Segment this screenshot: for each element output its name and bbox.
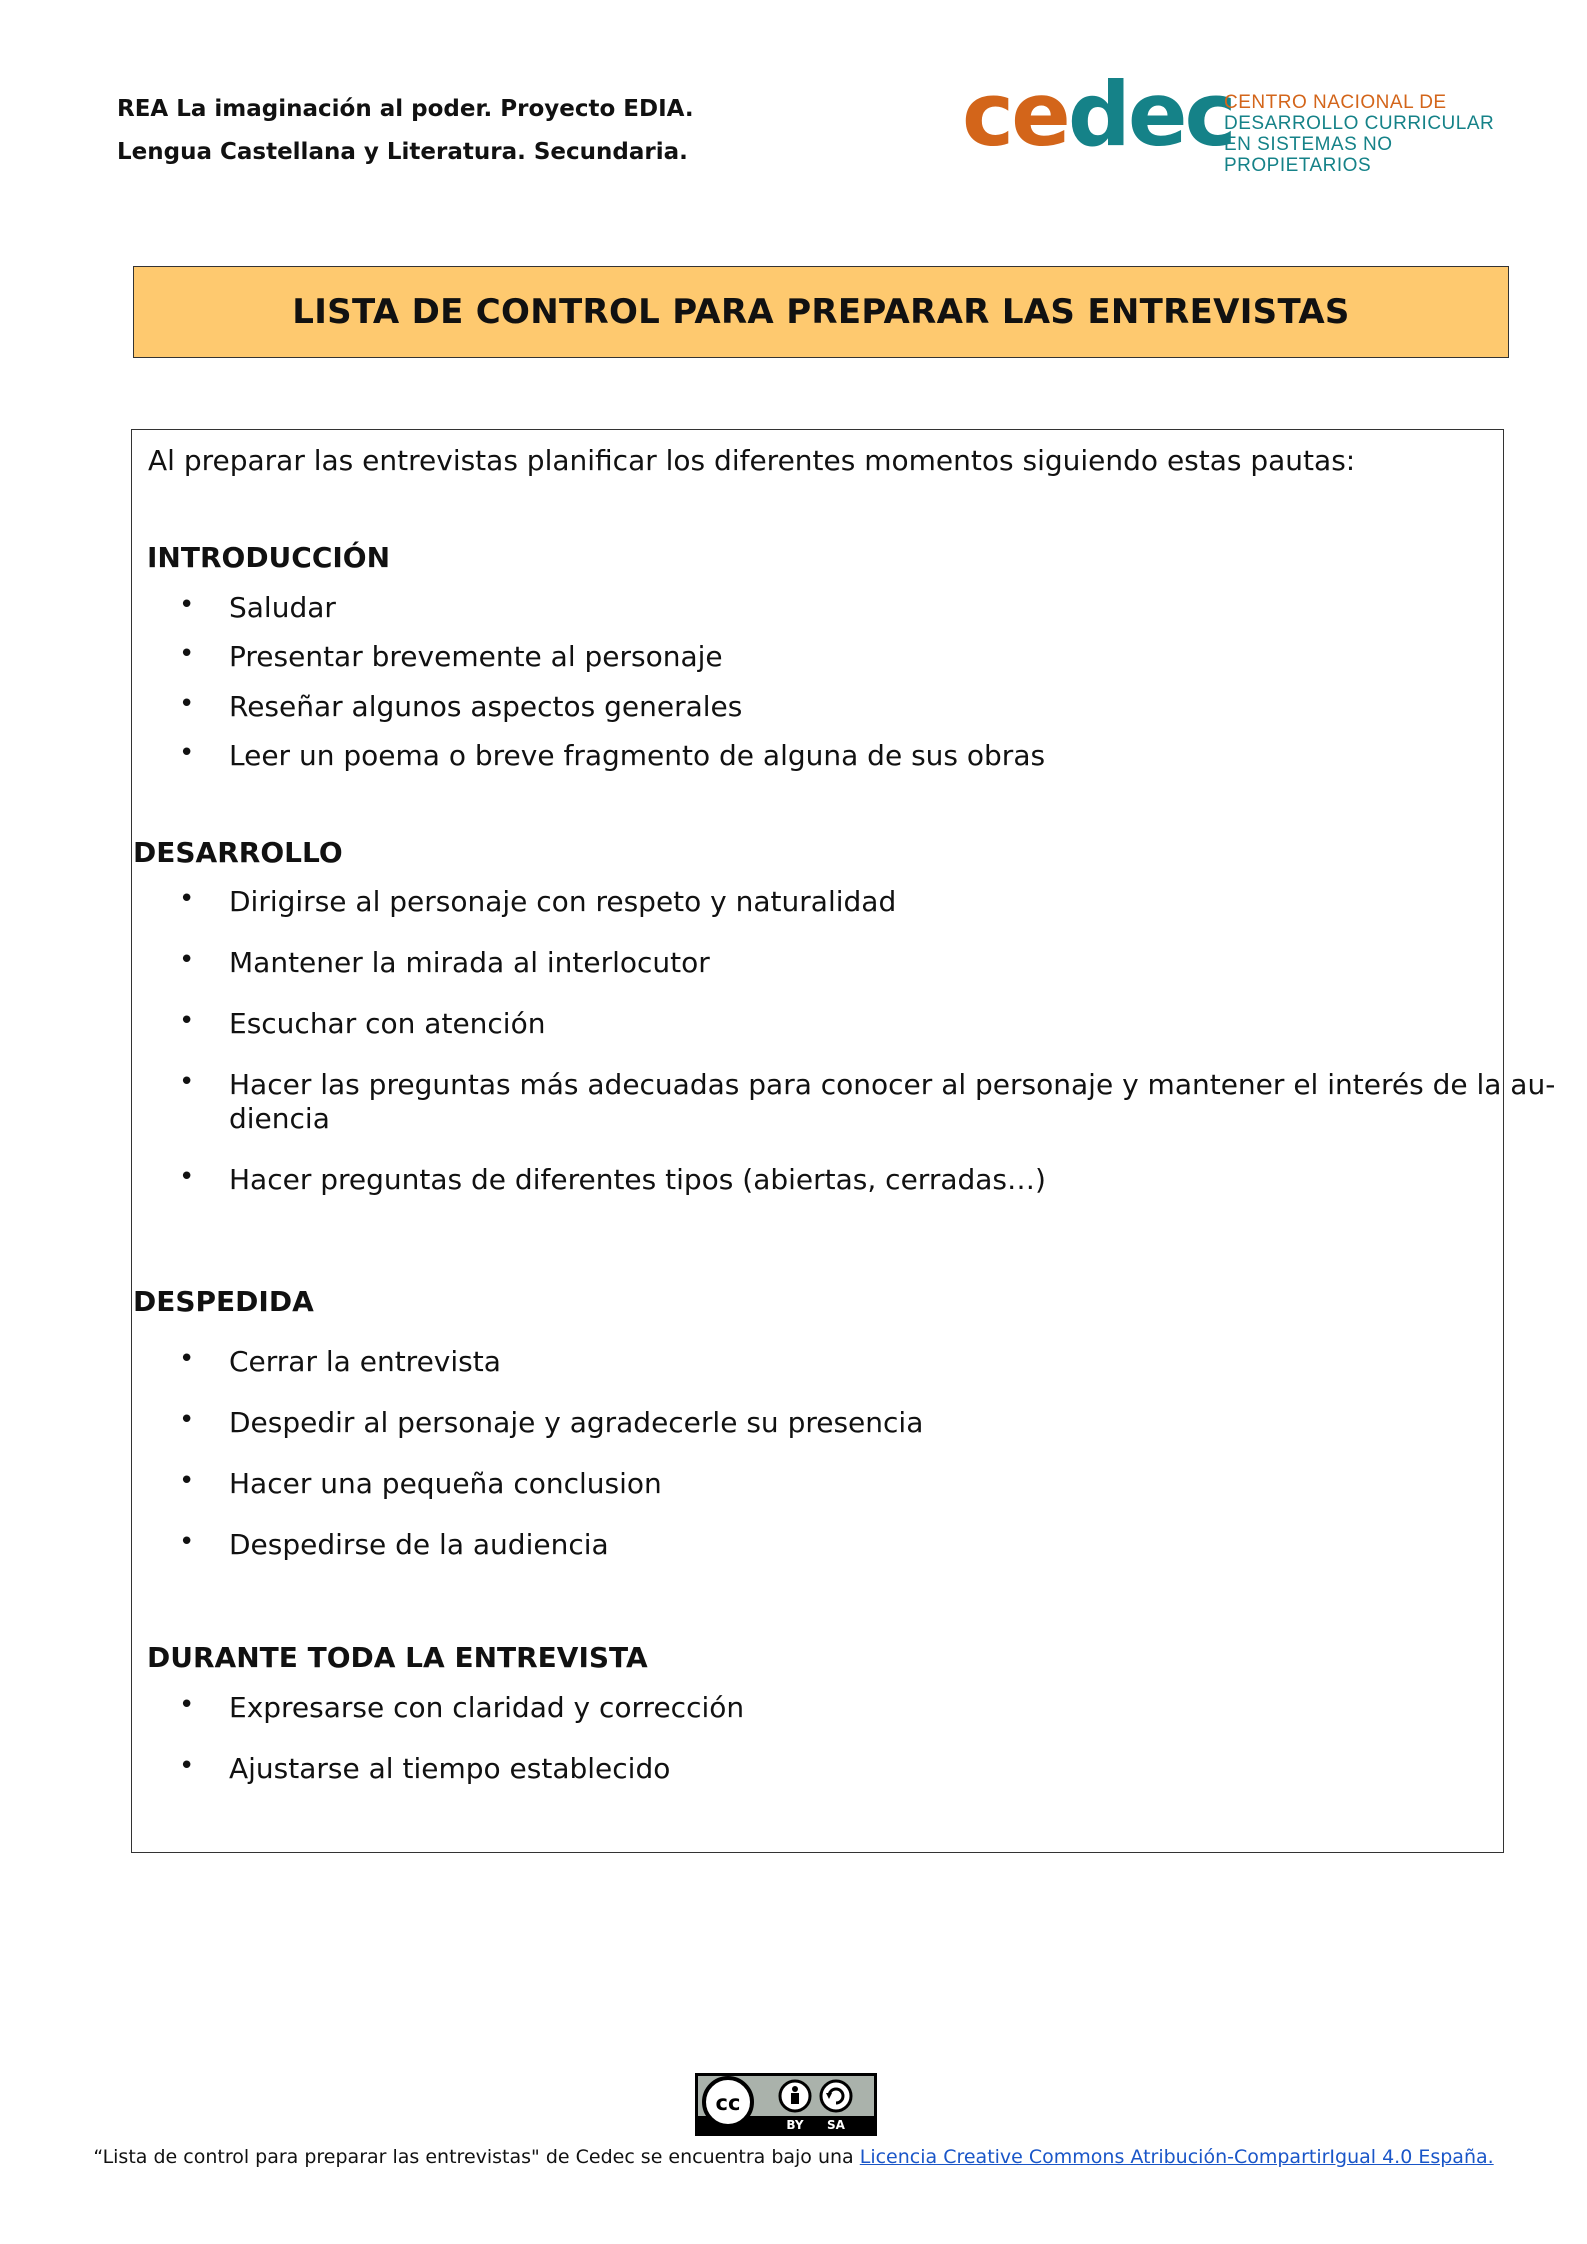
- license-link[interactable]: Licencia Creative Commons Atribución-CompartirIgual 4.0 España.: [859, 2146, 1494, 2168]
- title-banner: [133, 266, 1509, 358]
- list-item: Expresarse con claridad y corrección: [229, 1691, 745, 1724]
- bullet-icon: •: [179, 1527, 195, 1557]
- bullet-icon: •: [179, 689, 195, 719]
- list-item: Despedirse de la audiencia: [229, 1528, 609, 1561]
- section-heading-durante: DURANTE TODA LA ENTREVISTA: [147, 1641, 648, 1674]
- cedec-logo: [962, 63, 1522, 176]
- bullet-icon: •: [179, 884, 195, 914]
- bullet-icon: •: [179, 1751, 195, 1781]
- cc-by-label: BY: [786, 2118, 804, 2132]
- bullet-icon: •: [179, 590, 195, 620]
- checklist-box: [131, 429, 1556, 1853]
- list-item: Mantener la mirada al interlocutor: [229, 946, 710, 979]
- cc-by-sa-badge[interactable]: [695, 2073, 877, 2136]
- list-item: Presentar brevemente al personaje: [229, 640, 723, 673]
- list-item: Dirigirse al personaje con respeto y naturalidad: [229, 885, 897, 918]
- cc-badge-graphic: [698, 2076, 874, 2133]
- list-item: Hacer preguntas de diferentes tipos (abiertas, cerradas…): [229, 1163, 1046, 1196]
- list-item: Hacer una pequeña conclusion: [229, 1467, 662, 1500]
- document-header: [117, 88, 694, 174]
- header-project-line: REA La imaginación al poder. Proyecto EDIA.: [117, 96, 694, 122]
- section-heading-despedida: DESPEDIDA: [133, 1285, 314, 1318]
- list-item-continuation: diencia: [229, 1102, 330, 1135]
- bullet-icon: •: [179, 1690, 195, 1720]
- section-heading-introduccion: INTRODUCCIÓN: [147, 541, 391, 574]
- intro-text: Al preparar las entrevistas planificar los diferentes momentos siguiendo estas pautas:: [148, 444, 1356, 477]
- bullet-icon: •: [179, 1405, 195, 1435]
- bullet-icon: •: [179, 945, 195, 975]
- bullet-icon: •: [179, 639, 195, 669]
- page-title: LISTA DE CONTROL PARA PREPARAR LAS ENTREVISTAS: [292, 292, 1350, 332]
- list-item: Despedir al personaje y agradecerle su presencia: [229, 1406, 924, 1439]
- license-footer: [0, 2146, 1587, 2168]
- header-subject-line: Lengua Castellana y Literatura. Secundaria.: [117, 139, 688, 165]
- section-heading-desarrollo: DESARROLLO: [133, 836, 343, 869]
- list-item: Saludar: [229, 591, 336, 624]
- list-item: Reseñar algunos aspectos generales: [229, 690, 743, 723]
- cedec-logo-subtitle: CENTRO NACIONAL DE DESARROLLO CURRICULAR EN SISTEMAS NO PROPIETARIOS: [1224, 92, 1495, 176]
- list-item: Leer un poema o breve fragmento de alguna de sus obras: [229, 739, 1046, 772]
- bullet-icon: •: [179, 1006, 195, 1036]
- bullet-icon: •: [179, 1067, 195, 1097]
- svg-text:cc: cc: [715, 2091, 741, 2115]
- cc-sa-label: SA: [827, 2118, 845, 2132]
- list-item: Hacer las preguntas más adecuadas para conocer al personaje y mantener el interés de la au-: [229, 1068, 1556, 1101]
- cedec-logo-word: cedec: [962, 63, 1234, 166]
- list-item: Ajustarse al tiempo establecido: [229, 1752, 671, 1785]
- bullet-icon: •: [179, 738, 195, 768]
- bullet-icon: •: [179, 1466, 195, 1496]
- bullet-icon: •: [179, 1162, 195, 1192]
- license-text: “Lista de control para preparar las entrevistas" de Cedec se encuentra bajo una: [93, 2146, 860, 2168]
- list-item: Cerrar la entrevista: [229, 1345, 501, 1378]
- bullet-icon: •: [179, 1344, 195, 1374]
- list-item: Escuchar con atención: [229, 1007, 546, 1040]
